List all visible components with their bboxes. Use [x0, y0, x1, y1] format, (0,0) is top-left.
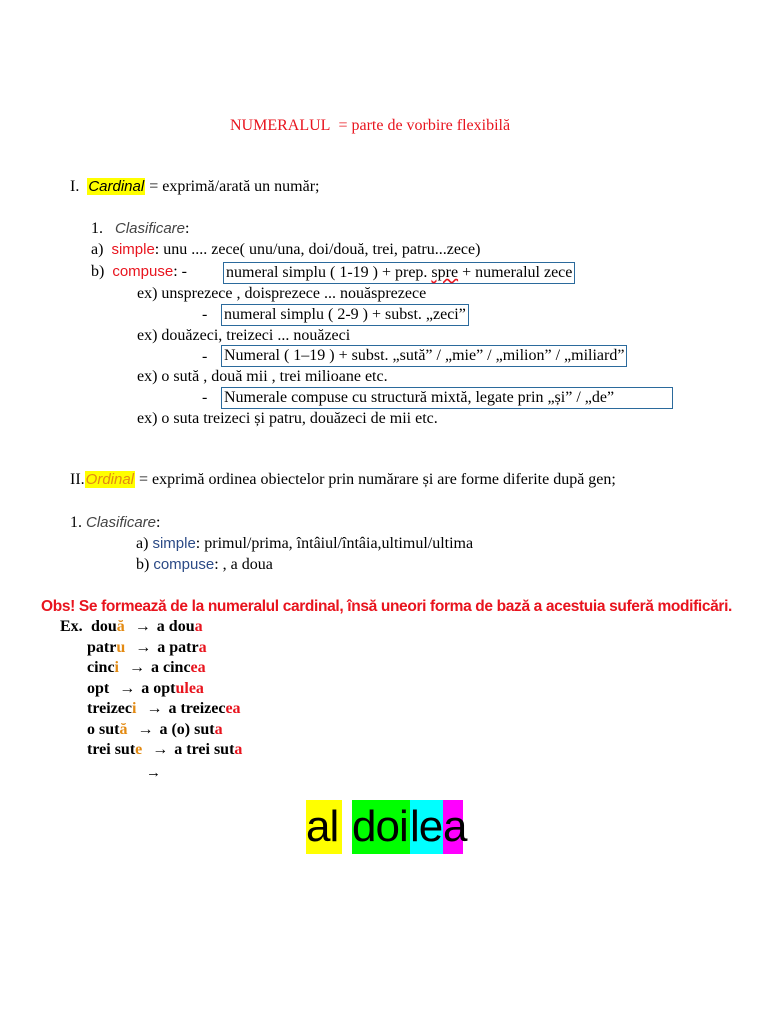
dash-marker: - [202, 348, 208, 365]
title-definition: = parte de vorbire flexibilă [338, 117, 511, 134]
le-segment: le [410, 800, 443, 854]
a-segment: a [443, 800, 463, 854]
example-row [87, 679, 204, 699]
compuse-label: compuse [112, 263, 174, 280]
trailing-arrow-icon: → [146, 765, 161, 781]
cardinal-definition: = exprimă/arată un număr; [149, 178, 320, 195]
arrow-icon: → [135, 638, 152, 656]
ordinal-ending: ea [225, 700, 241, 717]
example-row [87, 699, 241, 719]
item-marker: b) [91, 263, 105, 280]
arrow-icon: → [134, 618, 151, 635]
cardinal-ending: e [135, 741, 143, 758]
simple-description: : primul/prima, întâiul/întâia,ultimul/ultima [195, 535, 474, 552]
ordinal-definition: = exprimă ordinea obiectelor prin numărare și are forme diferite după gen; [139, 471, 616, 488]
example-line-2: ex) douăzeci, treizeci ... nouăzeci [137, 327, 351, 344]
ordinal-ending: a [194, 618, 203, 635]
arrow-icon: → [137, 720, 154, 738]
rule-text: + numeralul zece [458, 264, 573, 281]
title-word: NUMERALUL [230, 117, 331, 134]
rule-box-1 [223, 262, 575, 284]
example-line-3: ex) o sută , două mii , trei milioane etc. [137, 368, 388, 385]
arrow-icon: → [119, 679, 136, 697]
ex-prefix: Ex. [60, 618, 83, 635]
cardinal-form: patr [87, 638, 117, 656]
ordinal-highlight: Ordinal [85, 471, 135, 488]
cardinal-compuse-line [91, 262, 187, 282]
ordinal-form: a cinc [151, 659, 191, 676]
cardinal-ending: ă [116, 618, 125, 635]
cardinal-highlight: Cardinal [88, 178, 145, 195]
cardinal-form: treizec [87, 700, 132, 717]
simple-label: simple [152, 535, 196, 552]
page-title [230, 116, 510, 136]
ordinal-form: a dou [156, 618, 195, 635]
cardinal-ending: ă [119, 720, 128, 738]
example-row [87, 720, 223, 740]
dash-marker: - [202, 306, 208, 323]
cardinal-form: opt [87, 679, 110, 697]
example-row [91, 617, 203, 637]
compuse-description: : , a doua [214, 556, 273, 573]
dash-marker: - [202, 389, 208, 406]
ordinal-simple-line [136, 534, 473, 554]
item-marker: b) [136, 556, 154, 573]
list-number: 1. [91, 220, 103, 237]
cardinal-heading [70, 177, 320, 197]
example-line-4: ex) o suta treizeci și patru, douăzeci de mii etc. [137, 410, 438, 427]
colon: : [156, 514, 161, 531]
ordinal-ending: ulea [175, 679, 204, 697]
ordinal-form: a trei sut [174, 741, 235, 758]
compuse-label: compuse [153, 556, 215, 573]
ordinal-form: a patr [157, 638, 199, 656]
rule-box-2: numeral simplu ( 2-9 ) + subst. „zeci” [221, 304, 469, 326]
colon: : [185, 220, 190, 237]
cardinal-ending: i [114, 659, 119, 676]
rule-box-4: Numerale compuse cu structură mixtă, legate prin „și” / „de” [221, 387, 673, 409]
ordinal-form: a treizec [168, 700, 226, 717]
rule-box-3: Numeral ( 1–19 ) + subst. „sută” / „mie” / „milion” / „miliard” [221, 345, 627, 367]
ordinal-ending: a [214, 720, 223, 738]
item-marker: a) [136, 535, 153, 552]
section-number: I. [70, 178, 80, 195]
cardinal-form: cinc [87, 659, 115, 676]
ordinal-ending: a [234, 741, 243, 758]
ordinal-ending: a [198, 638, 207, 656]
simple-label: simple [111, 241, 155, 258]
ordinal-clasificare [70, 513, 160, 533]
section-number: II. [70, 471, 85, 488]
al-segment: al [306, 800, 342, 854]
rule-text: numeral simplu ( 1-19 ) + prep. [226, 264, 432, 281]
clasificare-label: Clasificare [115, 220, 186, 237]
ordinal-heading [70, 470, 616, 490]
cardinal-simple-line [91, 240, 480, 260]
cardinal-ending: u [116, 638, 126, 656]
al-doilea-display [306, 800, 467, 854]
cardinal-form: dou [91, 618, 117, 635]
examples-label [60, 617, 83, 637]
observation-note: Obs! Se formează de la numeralul cardinal, însă uneori forma de bază a acestuia suferă modificări. [41, 598, 732, 615]
item-marker: a) [91, 241, 104, 258]
example-line-1: ex) unsprezece , doisprezece ... nouăsprezece [137, 285, 427, 302]
example-row [87, 658, 206, 678]
spre-word: spre [431, 264, 459, 281]
clasificare-label: Clasificare [86, 514, 157, 531]
simple-description: : unu .... zece( unu/una, doi/două, trei, patru...zece) [154, 241, 481, 258]
cardinal-ending: i [132, 700, 137, 717]
ordinal-form: a opt [141, 679, 176, 697]
compuse-separator: : - [173, 263, 187, 280]
doi-segment: doi [352, 800, 410, 854]
cardinal-form: trei sut [87, 741, 136, 758]
arrow-icon: → [129, 659, 145, 676]
arrow-icon: → [146, 700, 163, 717]
example-row [87, 740, 242, 760]
list-number: 1. [70, 514, 82, 531]
ordinal-form: a (o) sut [159, 720, 215, 738]
cardinal-form: o sut [87, 720, 120, 738]
arrow-icon: → [152, 741, 169, 758]
ordinal-compuse-line [136, 555, 273, 575]
cardinal-clasificare [91, 219, 189, 239]
ordinal-ending: ea [190, 659, 206, 676]
example-row [87, 638, 207, 658]
